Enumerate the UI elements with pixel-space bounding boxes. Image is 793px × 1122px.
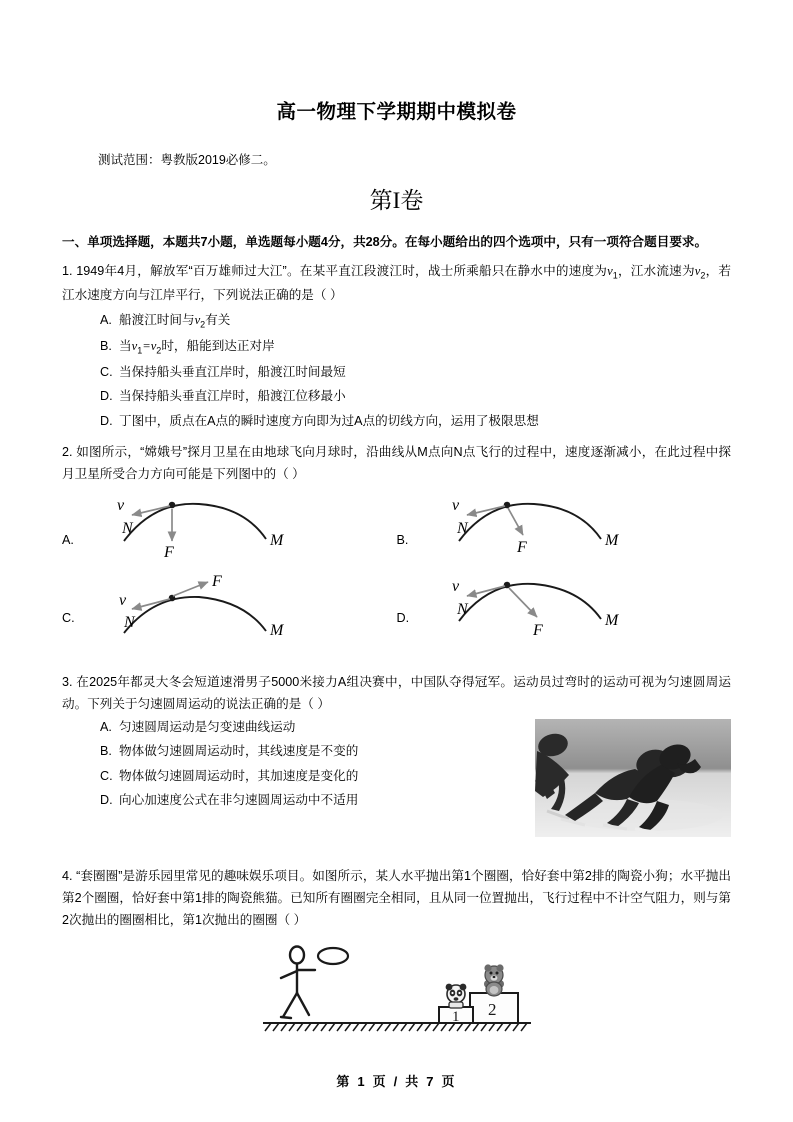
question-2-figure-option-b[interactable] xyxy=(397,495,732,569)
question-1 xyxy=(62,260,731,306)
point-n-label-c: N xyxy=(124,613,135,631)
question-3-body xyxy=(62,715,731,837)
trajectory-diagram-b xyxy=(419,495,679,569)
question-3-stem: 在2025年都灵大冬会短道速滑男子5000米接力A组决赛中，中国队夺得冠军。运动员过弯时的运动可视为匀速圆周运动。下列关于匀速圆周运动的说法正确的是（ ） xyxy=(62,674,731,711)
question-2-number: 2. xyxy=(62,444,73,459)
velocity-label-d: v xyxy=(451,577,459,595)
option-3c[interactable]: C. 物体做匀速圆周运动时，其加速度是变化的 xyxy=(62,764,527,789)
page-footer: 第 1 页 / 共 7 页 xyxy=(336,1074,457,1089)
page-title: 高一物理下学期期中模拟卷 xyxy=(276,101,517,123)
pedestal-front-label: 1 xyxy=(451,1008,459,1025)
option-1d-duplicate-letter: D. xyxy=(100,414,113,429)
option-1b[interactable]: B. 当$v_1=v_2$时，船能到达正对岸 xyxy=(62,334,731,360)
panda-figure xyxy=(445,983,466,1007)
option-1a[interactable]: A. 船渡江时间与$v_2$有关 xyxy=(62,308,731,334)
trajectory-diagram-a xyxy=(84,495,344,569)
force-label-a: F xyxy=(164,543,174,561)
option-3a[interactable]: A. 匀速圆周运动是匀变速曲线运动 xyxy=(62,715,527,740)
question-4-stem: “套圈圈”是游乐园里常见的趣味娱乐项目。如图所示，某人水平抛出第1个圈圈，恰好套中第2排的陶瓷小狗；水平抛出第2个圈圈，恰好套中第1排的陶瓷熊猫。已知所有圈圈完全相同，且从同一位置抛出，飞行过程中不计空气阻力，则与第2次抛出的圈圈相比，第1次抛出的圈圈（ ） xyxy=(62,868,731,927)
paper-part-label: 第I卷 xyxy=(369,188,424,213)
velocity-label-b: v xyxy=(451,496,459,514)
question-2-figure-option-a[interactable] xyxy=(62,495,397,569)
question-1-number: 1. xyxy=(62,263,73,278)
option-1d-letter: D. xyxy=(100,389,113,404)
question-2-figures xyxy=(62,495,731,647)
question-3-options xyxy=(62,715,527,813)
force-label-c: F xyxy=(212,572,222,590)
question-4-number: 4. xyxy=(62,868,73,883)
option-3b[interactable]: B. 物体做匀速圆周运动时，其线速度是不变的 xyxy=(62,739,527,764)
option-1d[interactable]: D. 当保持船头垂直江岸时，船渡江位移最小 xyxy=(62,384,731,409)
section-heading: 一、单项选择题，本题共7小题，单选题每小题4分，共28分。在每小题给出的四个选项中，只有一项符合题目要求。 xyxy=(62,235,708,249)
question-2-figure-option-d[interactable] xyxy=(397,573,732,647)
point-n-label-d: N xyxy=(456,600,468,618)
test-scope-line: 测试范围：粤教版2019必修二。 xyxy=(98,153,276,167)
force-label-b: F xyxy=(516,538,527,556)
ring-toss-diagram xyxy=(257,945,537,1037)
option-3a-letter: A. xyxy=(100,719,112,734)
option-1c-letter: C. xyxy=(100,364,113,379)
option-1a-letter: A. xyxy=(100,312,112,327)
trajectory-diagram-c xyxy=(84,573,344,647)
question-3-number: 3. xyxy=(62,674,73,689)
question-1-options xyxy=(62,308,731,434)
option-3d-letter: D. xyxy=(100,793,113,808)
question-2-option-c-letter: C. xyxy=(62,610,75,625)
bear-figure xyxy=(484,964,504,996)
question-2-stem: 如图所示，“嫦娥号”探月卫星在由地球飞向月球时，沿曲线从M点向N点飞行的过程中，速度逐渐减小，在此过程中探月卫星所受合力方向可能是下列图中的（ ） xyxy=(62,444,731,481)
point-m-label-c: M xyxy=(270,621,284,639)
velocity-label-a: v xyxy=(117,496,125,514)
question-4-figure xyxy=(62,945,731,1037)
point-n-label-b: N xyxy=(456,519,468,537)
question-2-option-b-letter: B. xyxy=(396,532,409,547)
point-m-label-a: M xyxy=(270,531,284,549)
option-3d[interactable]: D. 向心加速度公式在非匀速圆周运动中不适用 xyxy=(62,788,527,813)
speed-skating-illustration xyxy=(535,719,731,837)
point-m-label-b: M xyxy=(604,531,618,549)
question-2 xyxy=(62,441,731,485)
trajectory-diagram-d xyxy=(419,573,679,647)
question-2-figure-option-c[interactable] xyxy=(62,573,397,647)
option-3c-letter: C. xyxy=(100,768,113,783)
question-1-stem: 1. 1949年4月，解放军“百万雄师过大江”。在某平直江段渡江时，战士所乘船只在静水中的速度为$v_1$，江水流速为$v_2$，若江水速度方向与江岸平行，下列说法正确的是（ ） xyxy=(62,263,732,302)
point-n-label-a: N xyxy=(122,519,133,537)
question-4 xyxy=(62,865,731,931)
option-1c[interactable]: C. 当保持船头垂直江岸时，船渡江时间最短 xyxy=(62,360,731,385)
question-3 xyxy=(62,671,731,715)
option-3b-letter: B. xyxy=(100,744,112,759)
question-2-option-a-letter: A. xyxy=(62,532,74,547)
point-m-label-d: M xyxy=(604,611,618,629)
option-1d-duplicate[interactable]: D. 丁图中，质点在A点的瞬时速度方向即为过A点的切线方向，运用了极限思想 xyxy=(62,409,731,434)
pedestal-back-label: 2 xyxy=(487,999,496,1019)
force-label-d: F xyxy=(532,621,543,639)
question-2-option-d-letter: D. xyxy=(396,610,410,625)
speed-skating-photo xyxy=(535,719,731,837)
velocity-label-c: v xyxy=(119,591,127,609)
option-1b-letter: B. xyxy=(100,338,112,353)
